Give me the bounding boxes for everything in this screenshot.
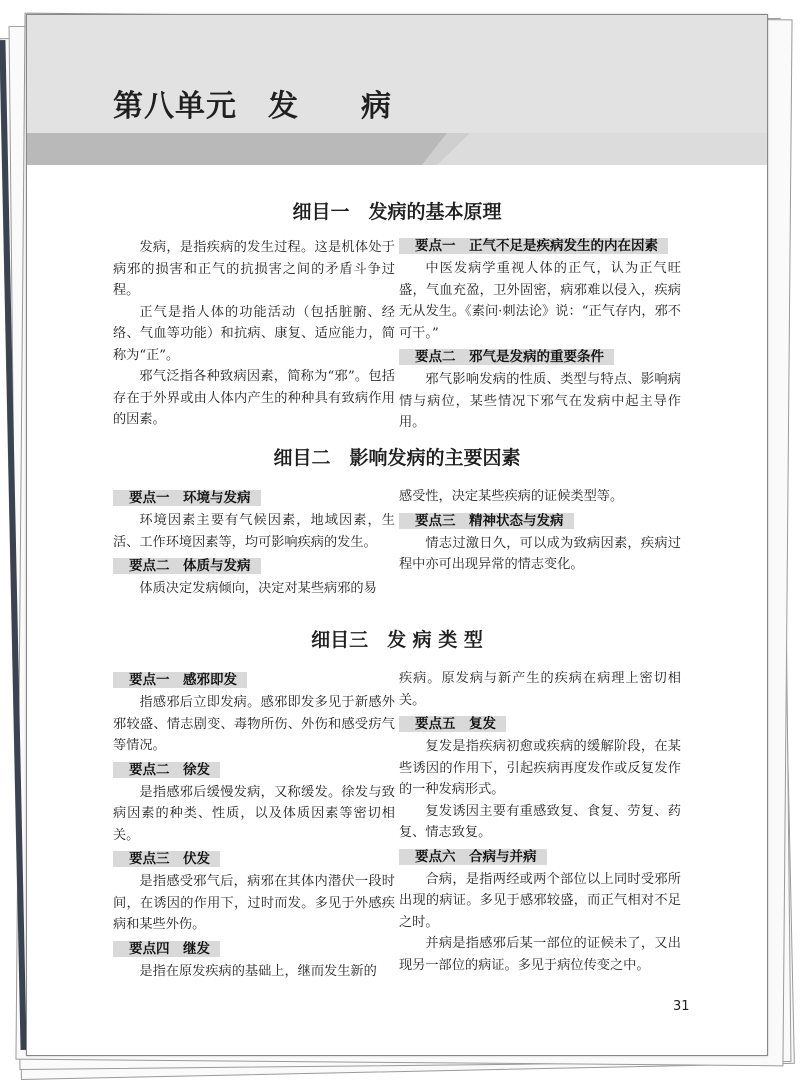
paragraph: 邪气影响发病的性质、类型与特点、影响病情与病位，某些情况下邪气在发病中起主导作用。 — [399, 372, 681, 430]
section-1-left-column — [113, 237, 395, 431]
key-point-heading — [113, 939, 395, 959]
paragraph: 复发诱因主要有重感致复、食复、劳复、药复、情志致复。 — [399, 803, 681, 840]
page-number: 31 — [673, 999, 690, 1014]
key-point-heading — [399, 847, 681, 867]
continued-paragraph: 感受性，决定某些疾病的证候类型等。 — [399, 489, 624, 504]
key-point-label: 要点五 复发 — [399, 716, 506, 732]
key-point-label: 要点六 合病与并病 — [399, 849, 547, 865]
key-point-label: 要点四 继发 — [113, 941, 220, 957]
key-point-label: 要点一 感邪即发 — [113, 672, 247, 688]
key-point-label: 要点一 正气不足是疾病发生的内在因素 — [399, 238, 668, 254]
section-title: 细目三 发 病 类 型 — [311, 629, 483, 651]
section-3-left-column — [113, 667, 395, 982]
section-3-right-column — [399, 668, 681, 976]
paragraph: 邪气泛指各种致病因素，简称为“邪”。包括存在于外界或由人体内产生的种种具有致病作用的因素。 — [113, 369, 395, 427]
paragraph: 环境因素主要有气候因素，地域因素，生活、工作环境因素等，均可影响疾病的发生。 — [113, 513, 395, 550]
key-point-label: 要点三 伏发 — [113, 851, 220, 867]
header-stripe — [27, 133, 767, 165]
key-point-heading — [113, 849, 395, 869]
section-2-right-column — [399, 486, 681, 576]
paragraph: 是指感受邪气后，病邪在其体内潜伏一段时间，在诱因的作用下，过时而发。多见于外感疾病和某些外伤。 — [113, 874, 395, 932]
section-title: 细目二 影响发病的主要因素 — [273, 447, 521, 469]
paragraph: 复发是指疾病初愈或疾病的缓解阶段，在某些诱因的作用下，引起疾病再度发作或反复发作的一种发病形式。 — [399, 739, 681, 797]
paragraph: 正气是指人体的功能活动（包括脏腑、经络、气血等功能）和抗病、康复、适应能力，简称为“正”。 — [113, 304, 395, 363]
unit-title: 第八单元 发 病 — [113, 89, 392, 124]
key-point-heading — [113, 760, 395, 780]
paragraph: 体质决定发病倾向，决定对某些病邪的易 — [139, 581, 377, 596]
key-point-label: 要点三 精神状态与发病 — [399, 513, 574, 529]
key-point-label: 要点二 邪气是发病的重要条件 — [399, 349, 614, 365]
key-point-label: 要点二 体质与发病 — [113, 558, 261, 574]
key-point-heading — [399, 511, 681, 531]
key-point-heading — [399, 236, 681, 256]
paragraph: 中医发病学重视人体的正气，认为正气旺盛，气血充盈，卫外固密，病邪难以侵入，疾病无从发生。《素问·刺法论》说：“正气存内，邪不可干。” — [399, 261, 681, 341]
key-point-heading — [113, 556, 395, 576]
paragraph: 合病，是指两经或两个部位以上同时受邪所出现的病证。多见于感邪较盛，而正气相对不足之时。 — [399, 871, 681, 930]
section-2-left-column — [113, 485, 395, 600]
paragraph: 发病，是指疾病的发生过程。这是机体处于病邪的损害和正气的抗损害之间的矛盾斗争过程。 — [113, 240, 395, 298]
section-title: 细目一 发病的基本原理 — [292, 201, 502, 223]
paragraph: 指感邪后立即发病。感邪即发多见于新感外邪较盛、情志剧变、毒物所伤、外伤和感受疠气等情况。 — [113, 695, 395, 753]
key-point-heading — [113, 670, 395, 690]
paragraph: 并病是指感邪后某一部位的证候未了，又出现另一部位的病证。多见于病位传变之中。 — [399, 936, 681, 973]
paragraph: 是指在原发疾病的基础上，继而发生新的 — [139, 963, 377, 979]
key-point-heading — [113, 488, 395, 508]
key-point-heading — [399, 714, 681, 734]
document-page — [26, 14, 768, 1056]
key-point-label: 要点一 环境与发病 — [113, 490, 261, 506]
key-point-heading — [399, 347, 681, 367]
key-point-label: 要点二 徐发 — [113, 762, 220, 778]
section-1-right-column — [399, 233, 681, 434]
paragraph: 情志过激日久，可以成为致病因素，疾病过程中亦可出现异常的情志变化。 — [399, 535, 681, 572]
continued-paragraph: 疾病。原发病与新产生的疾病在病理上密切相关。 — [399, 671, 681, 708]
paragraph: 是指感邪后缓慢发病，又称缓发。徐发与致病因素的种类、性质，以及体质因素等密切相关。 — [113, 784, 395, 843]
